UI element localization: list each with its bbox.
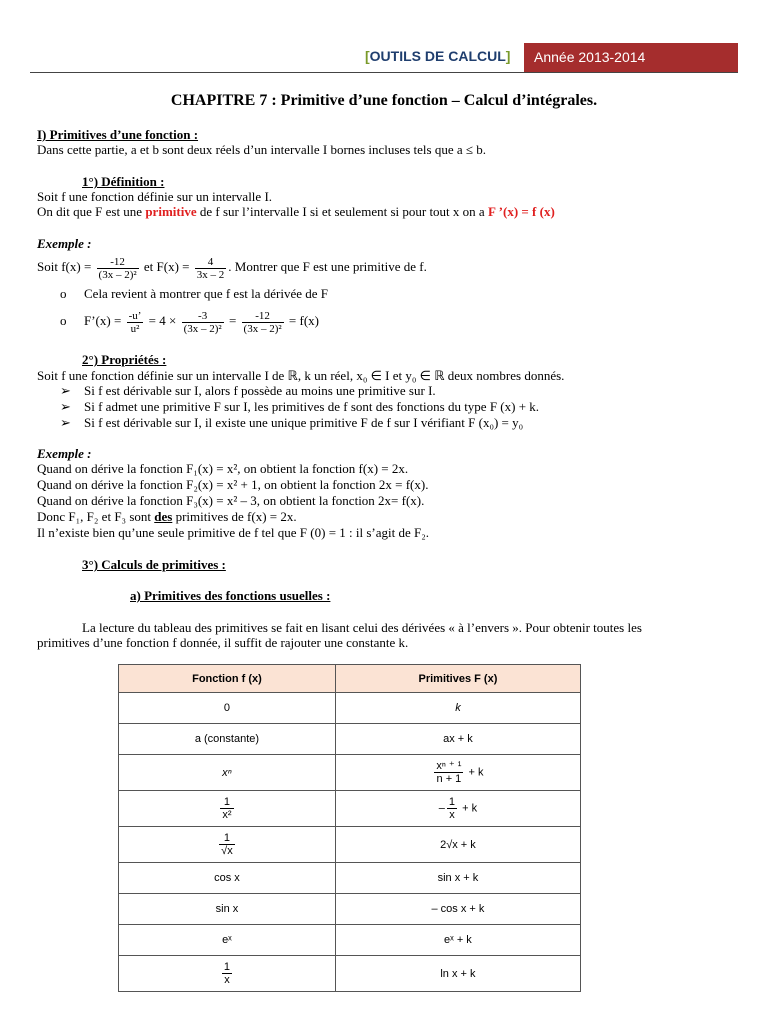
definition-line1: Soit f une fonction définie sur un intervalle I. (37, 189, 273, 204)
example1-statement: Soit f(x) = $\frac{-12}{\text{(3x – 2)²}}$ et F(x) = $\frac{4}{3x - 2}$ . Montrer que F est une primitive de f. (37, 255, 427, 281)
year-badge: Année 2013-2014 (524, 43, 738, 72)
header-divider (30, 72, 738, 73)
table-row: sin x – cos x + k (119, 894, 581, 925)
fraction: $\frac{-12}{\text{(3x – 2)²}}$ (243, 309, 282, 335)
example1-bullet2: o F’(x) = $\frac{-u’}{\text{u²}}$ = 4 × $\frac{-3}{\text{(3x – 2)²}}$ = $\frac{-12}{\text{(3x – 2)²}}$ = f(x) (60, 309, 319, 335)
chapter-title: CHAPITRE 7 : Primitive d’une fonction – Calcul d’intégrales. (170, 92, 598, 109)
table-row: a (constante) ax + k (119, 724, 581, 755)
fraction: $\frac{4}{3x - 2}$ (196, 255, 225, 281)
property-item: ➢ Si f admet une primitive F sur I, les primitives de f sont des fonctions du type F (x) + k. (60, 399, 540, 414)
property-item: ➢ Si f est dérivable sur I, alors f possède au moins une primitive sur I. (60, 383, 436, 398)
definition-line2: On dit que F est une primitive de f sur l’intervalle I si et seulement si pour tout x on a F ’(x) = f (x) (37, 204, 555, 219)
example2-line: Il n’existe bien qu’une seule primitive de f tel que F (0) = 1 : il s’agit de F₂. (37, 525, 430, 540)
calculs-heading: 3°) Calculs de primitives : (82, 557, 226, 572)
section-intro: Dans cette partie, a et b sont deux réels d’un intervalle I bornes incluses tels que a ≤ b. (37, 142, 486, 157)
usual-functions-heading: a) Primitives des fonctions usuelles : (130, 588, 331, 603)
example-label: Exemple : (37, 446, 92, 461)
primitives-table (118, 664, 581, 992)
table-row: 0 k (119, 693, 581, 724)
table-row: xⁿ $\frac{\text{xⁿ ⁺ ¹}}{n + 1}$ + k (119, 755, 581, 791)
properties-intro: Soit f une fonction définie sur un intervalle I de ℝ, k un réel, x₀ ∈ I et y₀ ∈ ℝ deux nombres donnés. (37, 368, 565, 383)
properties-heading: 2°) Propriétés : (82, 352, 167, 367)
property-item: ➢ Si f est dérivable sur I, il existe une unique primitive F de f sur I vérifiant F (x₀) = y₀ (60, 415, 524, 430)
fraction: $\frac{-u’}{\text{u²}}$ (128, 309, 142, 335)
example2-line: Quand on dérive la fonction F₁(x) = x², on obtient la fonction f(x) = 2x. (37, 461, 409, 476)
example2-line: Quand on dérive la fonction F₃(x) = x² – 3, on obtient la fonction 2x= f(x). (37, 493, 425, 508)
course-label: [OUTILS DE CALCUL] (365, 48, 511, 64)
section-heading: I) Primitives d’une fonction : (37, 127, 199, 142)
table-row: $\frac{1}{\text{x²}}$ – $\frac{1}{x}$ + k (119, 791, 581, 827)
table-header-row (119, 665, 581, 693)
example-label: Exemple : (37, 236, 92, 251)
definition-heading: 1°) Définition : (82, 174, 165, 189)
table-row: $\frac{1}{√x}$ 2√x + k (119, 827, 581, 863)
primitive-keyword: primitive (145, 204, 197, 219)
example2-line: Quand on dérive la fonction F₂(x) = x² + 1, on obtient la fonction 2x = f(x). (37, 477, 429, 492)
table-intro-line1: La lecture du tableau des primitives se fait en lisant celui des dérivées « à l’envers ». Pour obtenir toutes les (82, 620, 642, 635)
fraction: $\frac{-3}{\text{(3x – 2)²}}$ (183, 309, 222, 335)
example2-line: Donc F₁, F₂ et F₃ sont des primitives de f(x) = 2x. (37, 509, 297, 524)
table-row: eˣ eˣ + k (119, 925, 581, 956)
definition-formula: F ’(x) = f (x) (487, 204, 555, 219)
table-intro-line2: primitives d’une fonction f donnée, il suffit de rajouter une constante k. (37, 635, 409, 650)
column-header-function: Fonction f (x) (119, 665, 336, 693)
fraction: $\frac{-12}{\text{(3x – 2)²}}$ (98, 255, 137, 281)
example1-bullet1: o Cela revient à montrer que f est la dérivée de F (60, 286, 329, 301)
table-row: cos x sin x + k (119, 863, 581, 894)
table-row: $\frac{1}{x}$ ln x + k (119, 956, 581, 992)
column-header-primitive: Primitives F (x) (335, 665, 580, 693)
